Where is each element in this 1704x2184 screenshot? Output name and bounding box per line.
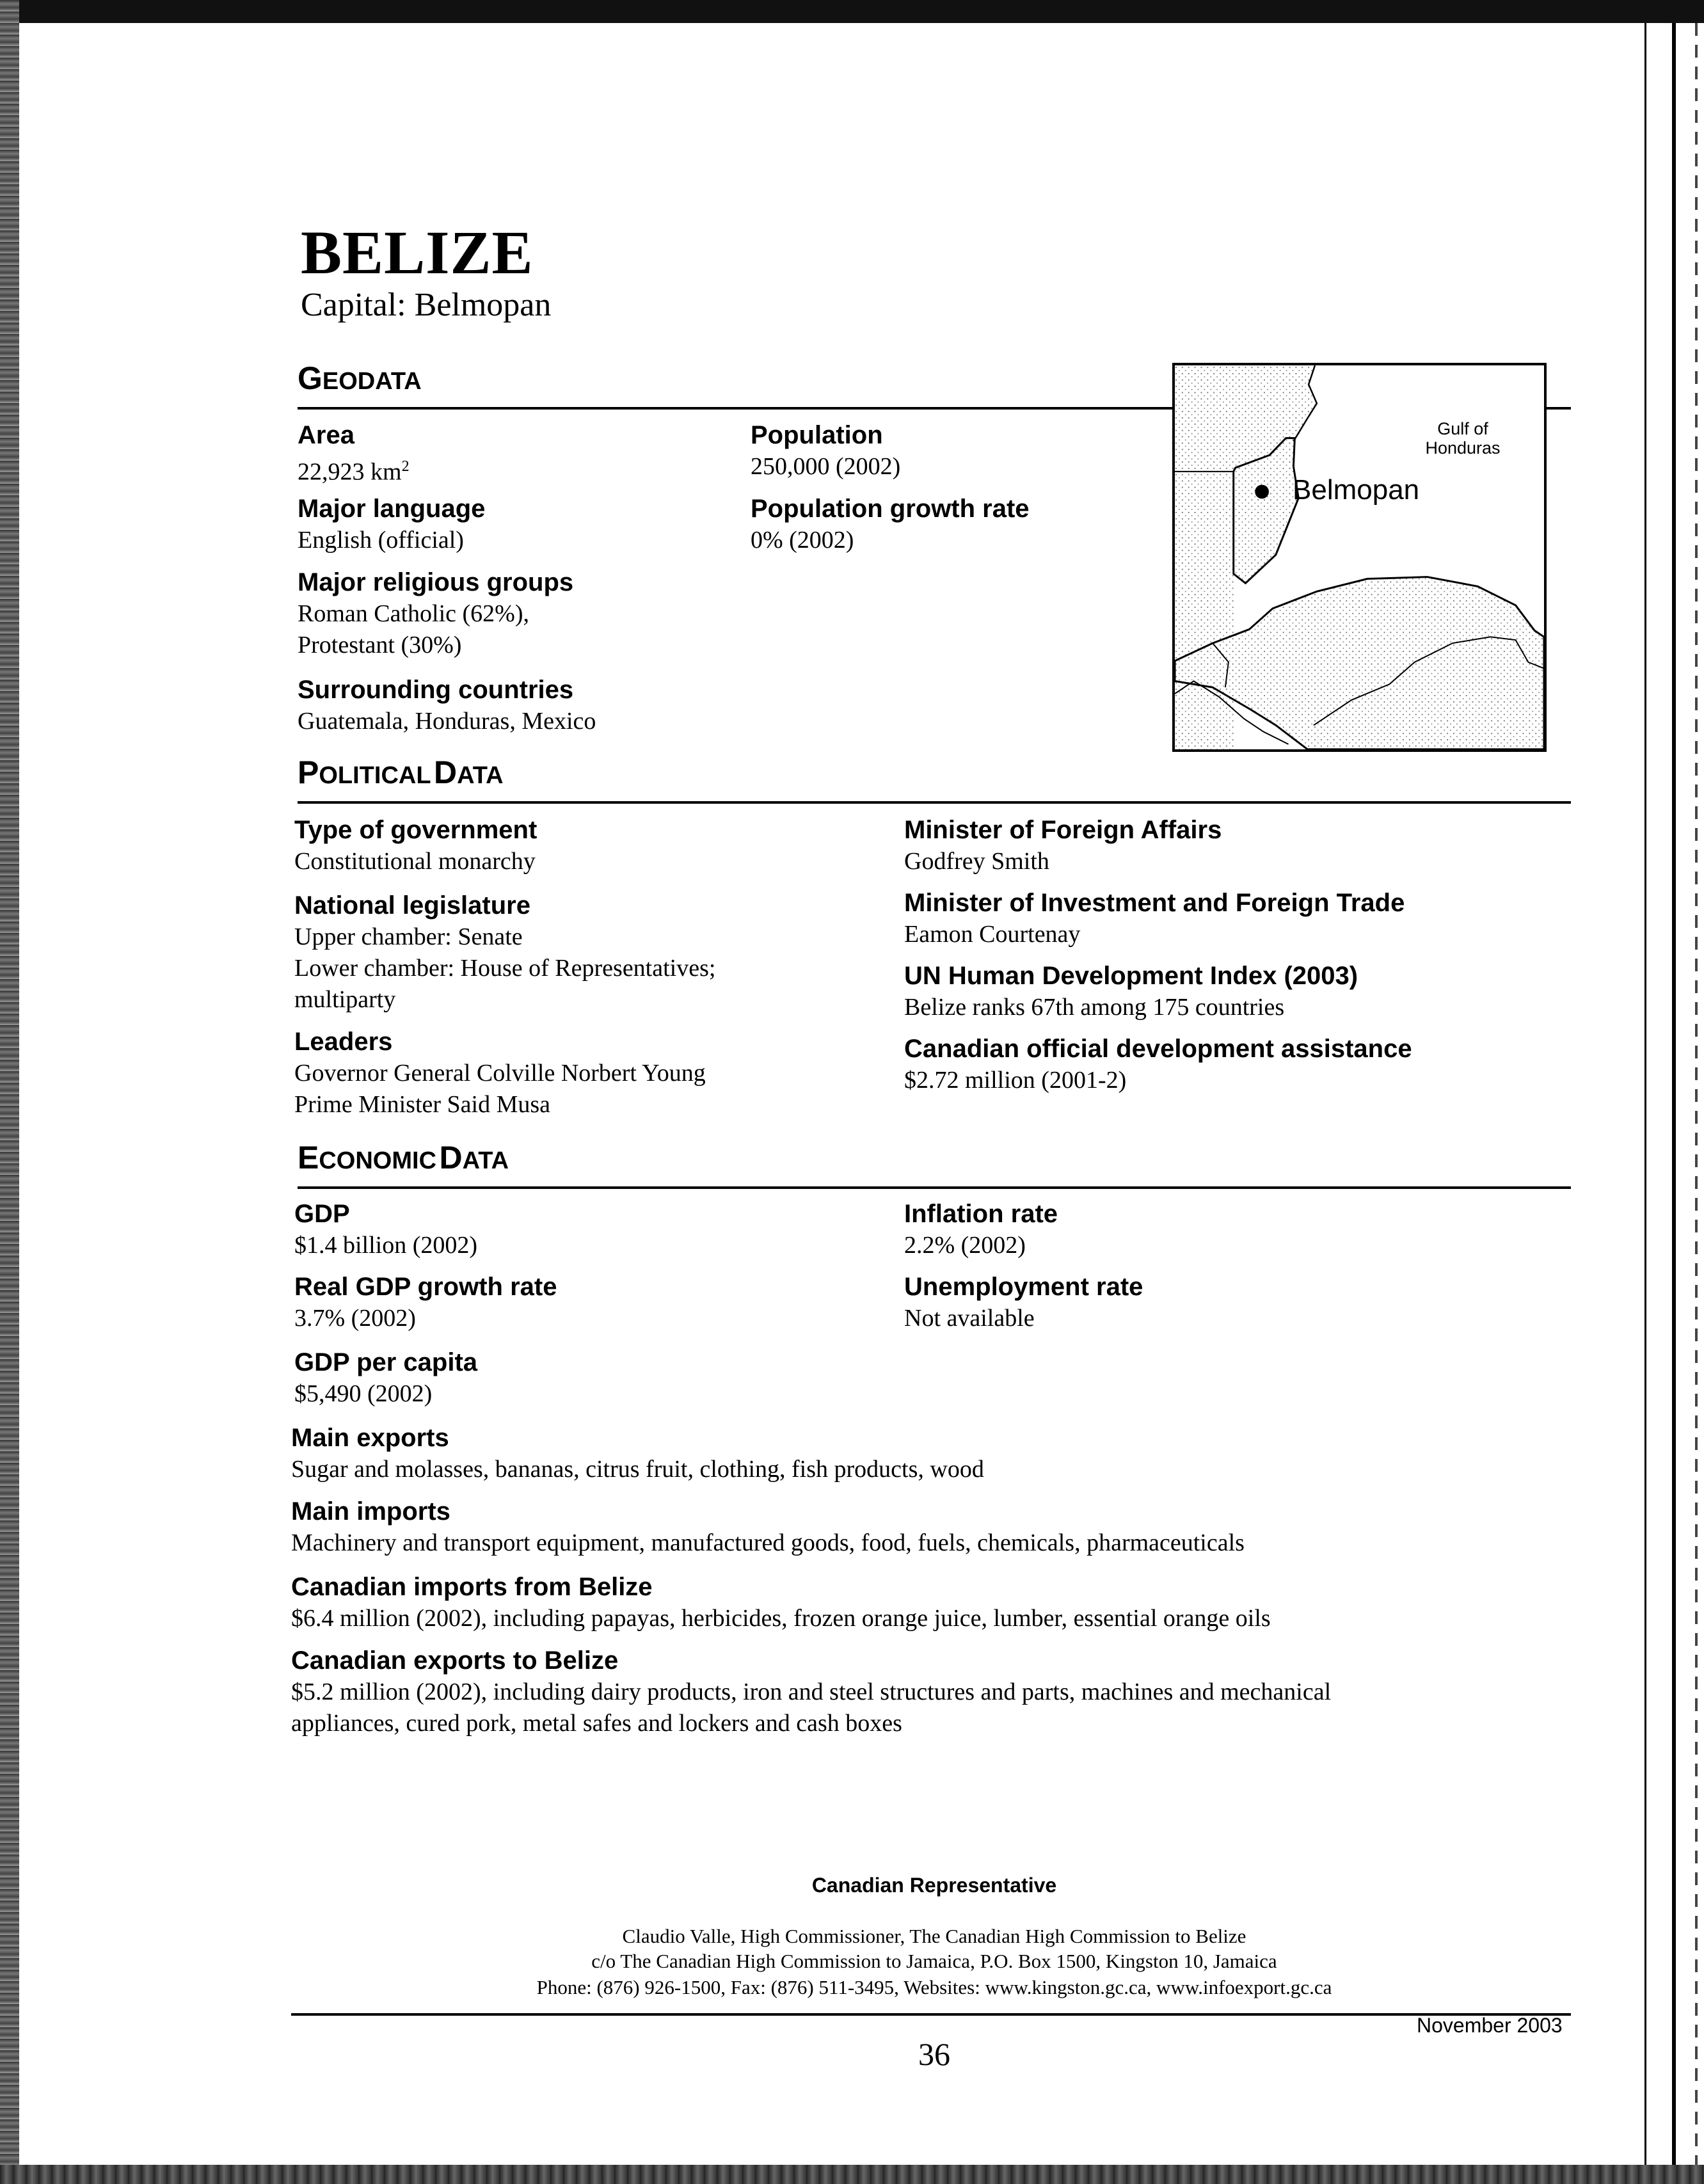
- scan-border-left: [0, 0, 19, 2184]
- main-exports-value: Sugar and molasses, bananas, citrus fruit, clothing, fish products, wood: [291, 1456, 984, 1483]
- political-heading: [298, 750, 1571, 804]
- canadian-imports-label: Canadian imports from Belize: [291, 1573, 653, 1601]
- canadian-exports-value-2: appliances, cured pork, metal safes and lockers and cash boxes: [291, 1710, 902, 1737]
- main-imports-label: Main imports: [291, 1497, 450, 1526]
- canadian-exports-value-1: $5.2 million (2002), including dairy products, iron and steel structures and parts, machines and mechanical: [291, 1678, 1332, 1705]
- map-gulf-line-1: Gulf of: [1437, 419, 1488, 438]
- religion-value-1: Roman Catholic (62%),: [298, 600, 529, 627]
- scan-border-top: [0, 0, 1704, 23]
- language-label: Major language: [298, 495, 486, 523]
- belize-map: [1172, 363, 1547, 752]
- legislature-label: National legislature: [294, 891, 530, 920]
- political-heading-initial-2: D: [434, 754, 458, 790]
- map-city-label: Belmopan: [1293, 474, 1420, 506]
- main-imports-value: Machinery and transport equipment, manufactured goods, food, fuels, chemicals, pharmaceuticals: [291, 1529, 1245, 1556]
- representative-line-2: c/o The Canadian High Commission to Jamaica, P.O. Box 1500, Kingston 10, Jamaica: [591, 1950, 1277, 1972]
- main-exports-label: Main exports: [291, 1424, 449, 1452]
- legislature-value-2: Lower chamber: House of Representatives;: [294, 955, 716, 982]
- representative-line-3: Phone: (876) 926-1500, Fax: (876) 511-3495, Websites: www.kingston.gc.ca, www.infoexport.gc.ca: [536, 1976, 1332, 1998]
- gdp-per-capita-value: $5,490 (2002): [294, 1380, 433, 1407]
- geodata-heading-rest: EODATA: [322, 368, 422, 395]
- economic-heading-initial-2: D: [439, 1140, 463, 1176]
- hdi-value: Belize ranks 67th among 175 countries: [904, 994, 1285, 1021]
- map-gulf-line-2: Honduras: [1425, 438, 1501, 458]
- scan-border-bottom: [0, 2165, 1704, 2184]
- language-value: English (official): [298, 527, 464, 554]
- growth-label: Population growth rate: [751, 495, 1030, 523]
- foreign-minister-label: Minister of Foreign Affairs: [904, 816, 1222, 844]
- legislature-value-1: Upper chamber: Senate: [294, 923, 523, 950]
- leaders-value-1: Governor General Colville Norbert Young: [294, 1060, 706, 1087]
- economic-heading-rest-2: ATA: [462, 1147, 509, 1174]
- real-gdp-growth-value: 3.7% (2002): [294, 1305, 416, 1332]
- political-heading-initial-1: P: [298, 754, 319, 790]
- gdp-per-capita-label: GDP per capita: [294, 1348, 478, 1376]
- economic-heading-rest-1: CONOMIC: [319, 1147, 437, 1174]
- growth-value: 0% (2002): [751, 527, 854, 554]
- gdp-label: GDP: [294, 1200, 350, 1228]
- publication-date: November 2003: [1417, 2014, 1563, 2037]
- map-gulf-label: [1399, 419, 1527, 458]
- scan-border-right: [1644, 23, 1704, 2165]
- religion-label: Major religious groups: [298, 568, 574, 596]
- political-heading-rest-1: OLITICAL: [319, 762, 431, 789]
- leaders-value-2: Prime Minister Said Musa: [294, 1091, 551, 1118]
- gdp-value: $1.4 billion (2002): [294, 1232, 478, 1259]
- investment-minister-value: Eamon Courtenay: [904, 921, 1081, 948]
- oda-label: Canadian official development assistance: [904, 1035, 1412, 1063]
- canadian-imports-value: $6.4 million (2002), including papayas, herbicides, frozen orange juice, lumber, essential orange oils: [291, 1605, 1271, 1632]
- real-gdp-growth-label: Real GDP growth rate: [294, 1273, 557, 1301]
- surrounding-label: Surrounding countries: [298, 676, 574, 704]
- foreign-minister-value: Godfrey Smith: [904, 848, 1049, 875]
- canadian-exports-label: Canadian exports to Belize: [291, 1646, 619, 1675]
- representative-line-1: Claudio Valle, High Commissioner, The Canadian High Commission to Belize: [622, 1925, 1246, 1947]
- population-label: Population: [751, 421, 883, 449]
- inflation-label: Inflation rate: [904, 1200, 1058, 1228]
- economic-heading-initial-1: E: [298, 1140, 319, 1176]
- inflation-value: 2.2% (2002): [904, 1232, 1026, 1259]
- surrounding-value: Guatemala, Honduras, Mexico: [298, 708, 596, 735]
- area-value: 22,923 $km^2$: [298, 458, 410, 486]
- leaders-label: Leaders: [294, 1028, 393, 1056]
- religion-value-2: Protestant (30%): [298, 632, 462, 658]
- geodata-heading-initial: G: [298, 360, 322, 396]
- legislature-value-3: multiparty: [294, 986, 396, 1013]
- unemployment-label: Unemployment rate: [904, 1273, 1143, 1301]
- oda-value: $2.72 million (2001-2): [904, 1067, 1127, 1094]
- unemployment-value: Not available: [904, 1305, 1035, 1332]
- country-title: BELIZE: [301, 218, 534, 287]
- area-label: Area: [298, 421, 354, 449]
- representative-title: Canadian Representative: [811, 1874, 1057, 1897]
- population-value: 250,000 (2002): [751, 453, 901, 480]
- political-heading-rest-2: ATA: [457, 762, 504, 789]
- investment-minister-label: Minister of Investment and Foreign Trade: [904, 889, 1405, 917]
- gov-type-value: Constitutional monarchy: [294, 848, 536, 875]
- capital-line: Capital: Belmopan: [301, 287, 552, 323]
- footer-rule: [291, 2013, 1571, 2016]
- hdi-label: UN Human Development Index (2003): [904, 962, 1358, 990]
- gov-type-label: Type of government: [294, 816, 537, 844]
- page-number: 36: [918, 2036, 950, 2072]
- economic-heading: [298, 1135, 1571, 1189]
